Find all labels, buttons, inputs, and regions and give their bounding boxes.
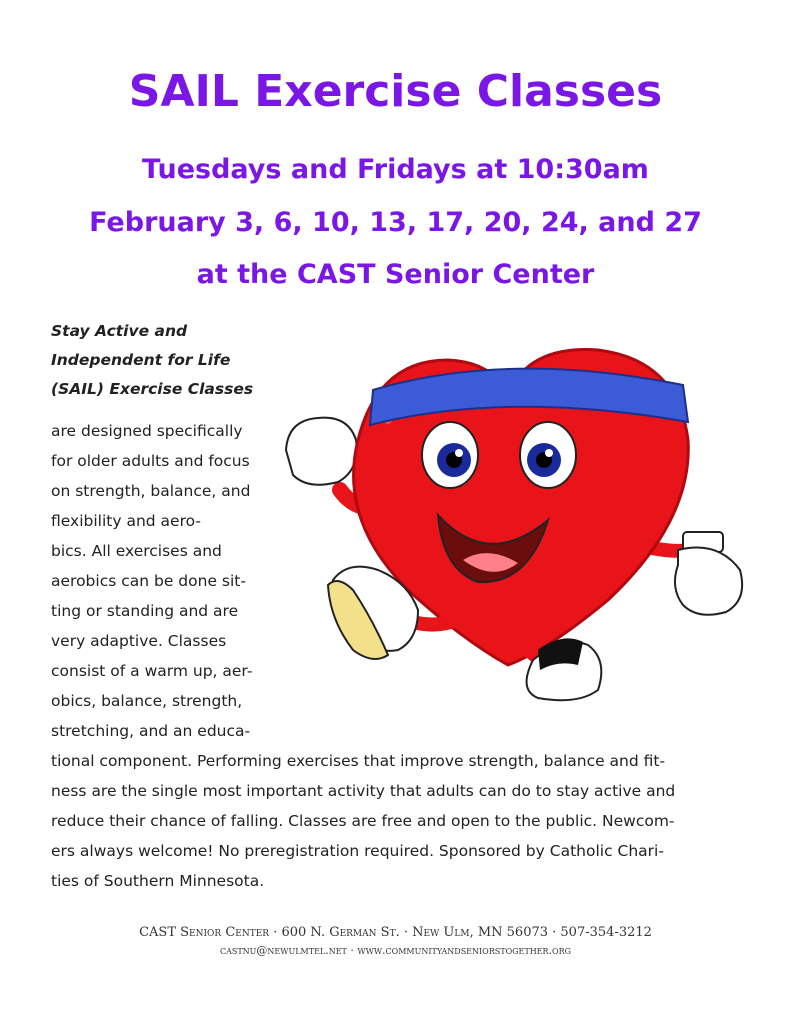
body-line: obics, balance, strength, bbox=[51, 692, 243, 710]
body-line: ties of Southern Minnesota. bbox=[51, 872, 265, 890]
footer-contact: castnu@newulmtel.net · www.communityandseniorstogether.org bbox=[219, 944, 572, 957]
body-line: ting or standing and are bbox=[51, 602, 239, 620]
body-line: stretching, and an educa- bbox=[51, 722, 251, 740]
body-line: tional component. Performing exercises that improve strength, balance and fit- bbox=[51, 752, 666, 770]
body-line: are designed specifically bbox=[51, 422, 243, 440]
body-line: on strength, balance, and bbox=[51, 482, 251, 500]
description-wide bbox=[51, 746, 751, 896]
description-column bbox=[51, 416, 281, 746]
body-line: reduce their chance of falling. Classes are free and open to the public. Newcom- bbox=[51, 812, 675, 830]
program-name bbox=[51, 317, 271, 404]
footer-address: CAST Senior Center · 600 N. German St. · New Ulm, MN 56073 · 507-354-3212 bbox=[139, 925, 652, 940]
body-line: very adaptive. Classes bbox=[51, 632, 227, 650]
intro-line: Stay Active and bbox=[51, 322, 188, 340]
body-line: ness are the single most important activity that adults can do to stay active and bbox=[51, 782, 676, 800]
intro-line: Independent for Life bbox=[51, 351, 231, 369]
body-line: aerobics can be done sit- bbox=[51, 572, 246, 590]
body-line: bics. All exercises and bbox=[51, 542, 222, 560]
body-line: flexibility and aero- bbox=[51, 512, 201, 530]
body-line: for older adults and focus bbox=[51, 452, 250, 470]
running-heart-icon bbox=[278, 320, 758, 720]
schedule-days: Tuesdays and Fridays at 10:30am bbox=[142, 154, 649, 185]
page-title: SAIL Exercise Classes bbox=[128, 66, 663, 117]
intro-line: (SAIL) Exercise Classes bbox=[51, 380, 254, 398]
schedule-dates: February 3, 6, 10, 13, 17, 20, 24, and 27 bbox=[89, 207, 702, 238]
schedule-location: at the CAST Senior Center bbox=[196, 259, 595, 290]
body-line: consist of a warm up, aer- bbox=[51, 662, 253, 680]
body-line: ers always welcome! No preregistration required. Sponsored by Catholic Chari- bbox=[51, 842, 664, 860]
